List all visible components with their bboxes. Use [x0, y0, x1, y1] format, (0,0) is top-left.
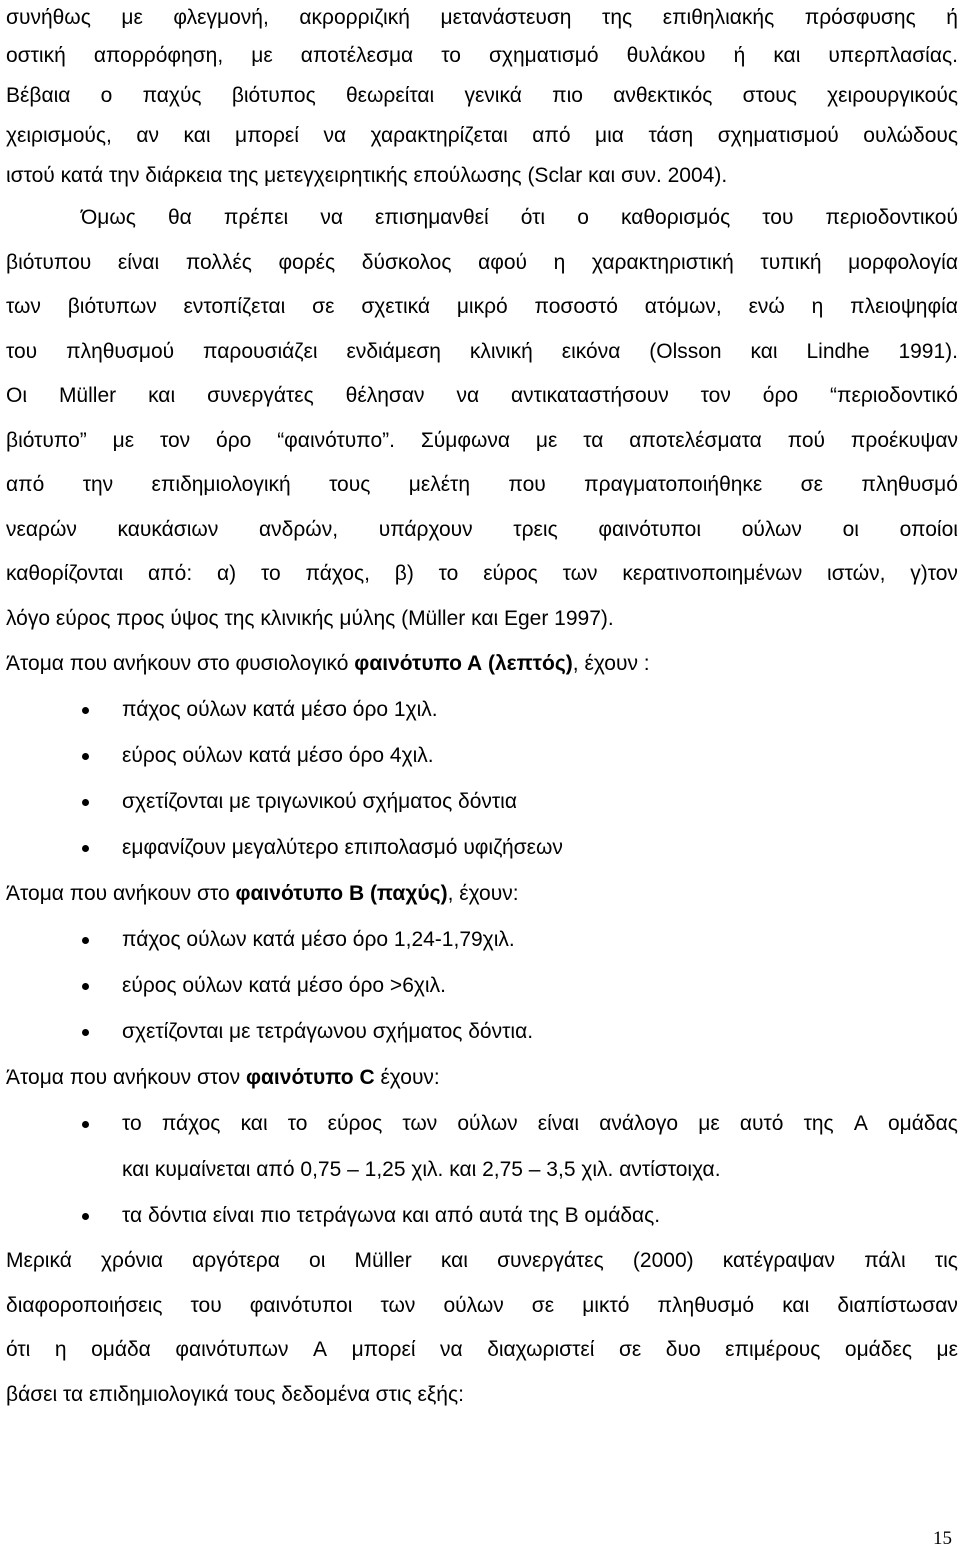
word: κλινική — [469, 339, 533, 363]
word: επιδημιολογική — [151, 473, 291, 496]
word: των — [6, 295, 41, 318]
word: τους — [329, 473, 371, 496]
word: θυλάκου — [626, 44, 706, 67]
word: οι — [309, 1249, 326, 1272]
word: διαπίστωσαν — [837, 1293, 958, 1317]
word: και — [148, 384, 176, 407]
word: σε — [618, 1338, 642, 1361]
bullet-icon — [82, 937, 89, 944]
text-line — [6, 508, 958, 553]
text-line — [6, 1284, 958, 1329]
list-item — [6, 825, 958, 871]
word: ανδρών, — [259, 517, 339, 541]
word: του — [6, 339, 38, 363]
word: φαινότυπων — [175, 1338, 289, 1361]
word: μικτό — [582, 1293, 630, 1317]
word: σε — [312, 295, 335, 318]
word: ο — [577, 206, 589, 229]
word: του — [762, 206, 794, 229]
word: με — [936, 1338, 958, 1361]
word: οι — [842, 517, 859, 541]
heading-prefix: Άτομα που ανήκουν στο — [6, 882, 236, 905]
text-line — [6, 241, 958, 286]
word: (2000) — [632, 1249, 694, 1272]
list-item-text: τα δόντια είναι πιο τετράγωνα και από αυτά της Β ομάδας. — [122, 1204, 661, 1227]
word: τα — [583, 428, 604, 452]
text-span: λόγο εύρος προς ύψος της κλινικής μύλης (Müller και Eger 1997). — [6, 606, 614, 630]
paragraph-1 — [6, 0, 958, 196]
bullet-icon — [82, 983, 89, 990]
word: επισημανθεί — [375, 206, 489, 229]
word: ούλων — [457, 1112, 518, 1135]
word: στους — [742, 84, 797, 107]
text-line — [6, 196, 958, 241]
word: εύρος — [327, 1112, 383, 1135]
word: χρόνια — [101, 1249, 163, 1272]
document-page — [6, 0, 958, 1417]
word: σχηματισμού — [717, 124, 839, 147]
word: καθορισμός — [620, 206, 731, 229]
word: ενδιάμεση — [346, 339, 441, 363]
paragraph-3 — [6, 1239, 958, 1417]
list-item — [6, 779, 958, 825]
word: “φαινότυπο”. — [277, 428, 395, 452]
text-line — [6, 419, 958, 464]
word: δυο — [665, 1338, 701, 1361]
word: από — [6, 473, 45, 496]
word: καυκάσιων — [117, 517, 219, 541]
word: αποτέλεσμα — [300, 44, 414, 67]
word: διαφοροποιήσεις — [6, 1293, 163, 1317]
word: πληθυσμό — [861, 473, 958, 496]
word: αν — [136, 124, 159, 147]
word: θα — [167, 206, 192, 229]
word: οποίοι — [899, 517, 958, 541]
text-line — [6, 36, 958, 76]
word: Müller — [354, 1249, 412, 1272]
word: Müller — [58, 384, 117, 407]
word: ιστών, — [827, 562, 886, 585]
word: ότι — [520, 206, 546, 229]
word: που — [508, 473, 546, 496]
word: εντοπίζεται — [183, 295, 286, 318]
word: παρουσιάζει — [203, 339, 318, 363]
word: υπάρχουν — [378, 517, 473, 541]
list-item-text: εύρος ούλων κατά μέσο όρο >6χιλ. — [122, 974, 446, 997]
word: και — [183, 124, 211, 147]
word: τις — [934, 1249, 958, 1272]
word: πιο — [552, 84, 583, 107]
phenotype-b-section — [6, 871, 958, 1055]
word: από — [532, 124, 571, 147]
word: μια — [595, 124, 624, 147]
word: της — [803, 1112, 834, 1135]
word: όρο — [762, 384, 799, 407]
word: χειρισμούς, — [6, 124, 112, 147]
word: με — [112, 428, 135, 452]
word: του — [190, 1293, 222, 1317]
word: όρο — [216, 428, 252, 452]
word: πληθυσμό — [657, 1293, 755, 1317]
word: πληθυσμού — [66, 339, 175, 363]
word: και — [782, 1293, 810, 1317]
word: αντικαταστήσουν — [511, 384, 669, 407]
phenotype-b-label: φαινότυπο Β (παχύς) — [235, 882, 448, 905]
heading-suffix: , έχουν : — [572, 652, 650, 675]
word: ή — [733, 44, 746, 67]
list-item-text: πάχος ούλων κατά μέσο όρο 1,24-1,79χιλ. — [122, 928, 515, 951]
word: με — [121, 6, 143, 29]
word: 1991). — [898, 339, 958, 363]
word: αργότερα — [192, 1249, 280, 1272]
word: την — [82, 473, 114, 496]
word: και — [773, 44, 801, 67]
word: σχηματισμό — [488, 44, 599, 67]
word: θεωρείται — [345, 84, 435, 107]
word: ατόμων, — [644, 295, 722, 318]
word: νεαρών — [6, 517, 77, 541]
word: μορφολογία — [848, 250, 958, 274]
word: ανθεκτικός — [613, 84, 713, 107]
text-line — [6, 330, 958, 375]
page-number: 15 — [933, 1528, 952, 1549]
word: μελέτη — [408, 473, 471, 496]
word: με — [251, 44, 273, 67]
list-item — [6, 1101, 958, 1193]
heading-prefix: Άτομα που ανήκουν στον — [6, 1066, 246, 1089]
word: ενώ — [748, 295, 785, 318]
word: πρόσφυσης — [804, 6, 916, 29]
word: το — [287, 1112, 308, 1135]
word: με — [698, 1112, 720, 1135]
phenotype-a-heading — [6, 641, 958, 687]
word: περιοδοντικού — [825, 206, 958, 229]
phenotype-c-label: φαινότυπο C — [246, 1066, 375, 1089]
list-item — [6, 733, 958, 779]
text-line — [6, 374, 958, 419]
text-line — [6, 463, 958, 508]
word: Βέβαια — [6, 84, 71, 107]
word: κατέγραψαν — [722, 1249, 836, 1272]
word: Μερικά — [6, 1249, 72, 1272]
word: μικρό — [456, 295, 508, 318]
list-item-line — [122, 1101, 958, 1147]
list-item-text: πάχος ούλων κατά μέσο όρο 1χιλ. — [122, 698, 438, 721]
word: συνεργάτες — [207, 384, 314, 407]
word: ποσοστό — [534, 295, 618, 318]
word: και — [240, 1112, 268, 1135]
phenotype-c-section — [6, 1055, 958, 1239]
word: μπορεί — [351, 1338, 416, 1361]
list-item-text: σχετίζονται με τετράγωνου σχήματος δόντια. — [122, 1020, 534, 1043]
word: το — [260, 562, 281, 585]
word: εικόνα — [561, 339, 621, 363]
word: ούλων — [741, 517, 802, 541]
word: ουλώδους — [863, 124, 958, 147]
word: βιότυπο” — [6, 428, 87, 452]
phenotype-b-heading — [6, 871, 958, 917]
word: το — [122, 1112, 142, 1135]
bullet-icon — [82, 707, 89, 714]
word: συνήθως — [6, 6, 91, 29]
word: η — [553, 250, 566, 274]
list-item-text: εμφανίζουν μεγαλύτερο επιπολασμό υφιζήσεων — [122, 836, 563, 859]
text-line — [6, 552, 958, 597]
word: Οι — [6, 384, 27, 407]
word: ανάλογο — [599, 1112, 679, 1135]
word: και — [440, 1249, 468, 1272]
text-line — [6, 0, 958, 36]
word: ότι — [6, 1338, 31, 1361]
text-line — [6, 1328, 958, 1373]
list-item — [6, 1193, 958, 1239]
word: καθορίζονται — [6, 562, 124, 585]
word: συνεργάτες — [497, 1249, 604, 1272]
word: Όμως — [81, 206, 136, 229]
paragraph-2 — [6, 196, 958, 641]
word: πλειοψηφία — [850, 295, 958, 318]
text-line — [6, 285, 958, 330]
text-span: ιστού κατά την διάρκεια της μετεγχειρητικής επούλωσης (Sclar και συν. 2004). — [6, 164, 728, 187]
word: (Olsson — [649, 339, 722, 363]
phenotype-c-list — [6, 1101, 958, 1239]
word: β) — [394, 562, 414, 585]
word: προέκυψαν — [850, 428, 958, 452]
word: φαινότυποι — [249, 1293, 353, 1317]
word: ομάδας — [887, 1112, 958, 1135]
word: πραγματοποιήθηκε — [584, 473, 763, 496]
word: αποτελέσματα — [629, 428, 762, 452]
word: χαρακτηρίζεται — [370, 124, 508, 147]
word: τον — [159, 428, 191, 452]
word: χαρακτηριστική — [591, 250, 734, 274]
word: βιότυπου — [6, 250, 92, 274]
word: να — [320, 206, 343, 229]
word: τρεις — [513, 517, 558, 541]
word: χειρουργικούς — [827, 84, 958, 107]
list-item-text: εύρος ούλων κατά μέσο όρο 4χιλ. — [122, 744, 434, 767]
word: ούλων — [443, 1293, 504, 1317]
word: βιότυπων — [67, 295, 157, 318]
word: αφού — [478, 250, 527, 274]
word: υπερπλασίας. — [828, 44, 958, 67]
word: να — [323, 124, 347, 147]
word: φαινότυποι — [598, 517, 701, 541]
word: των — [562, 562, 598, 585]
word: πάχος, — [305, 562, 370, 585]
word: είναι — [537, 1112, 580, 1135]
list-item — [6, 1009, 958, 1055]
word: γ)τον — [910, 562, 958, 585]
word: ο — [100, 84, 113, 107]
word: δύσκολος — [361, 250, 452, 274]
list-item — [6, 917, 958, 963]
word: διαχωριστεί — [487, 1338, 595, 1361]
text-line — [6, 1239, 958, 1284]
text-line — [6, 116, 958, 156]
word: “περιοδοντικό — [830, 384, 958, 407]
word: επιθηλιακής — [662, 6, 775, 29]
word: πού — [787, 428, 826, 452]
text-span: βάσει τα επιδημιολογικά τους δεδομένα στις εξής: — [6, 1382, 464, 1406]
word: βιότυπος — [231, 84, 316, 107]
bullet-icon — [82, 799, 89, 806]
word: και — [750, 339, 778, 363]
word: των — [402, 1112, 438, 1135]
word: των — [380, 1293, 416, 1317]
word: της — [602, 6, 633, 29]
word: με — [535, 428, 558, 452]
phenotype-a-section — [6, 641, 958, 871]
word: από: — [148, 562, 193, 585]
word: εύρος — [483, 562, 538, 585]
word: μετανάστευση — [440, 6, 572, 29]
word: επιμέρους — [725, 1338, 821, 1361]
text-line — [6, 76, 958, 116]
word: η — [811, 295, 824, 318]
word: σε — [800, 473, 823, 496]
word: πάχος — [161, 1112, 221, 1135]
word: Σύμφωνα — [420, 428, 511, 452]
word: το — [438, 562, 459, 585]
word: πάλι — [864, 1249, 906, 1272]
list-item-line — [122, 1147, 958, 1193]
heading-suffix: , έχουν: — [447, 882, 519, 905]
word: Lindhe — [806, 339, 870, 363]
bullet-icon — [82, 1121, 89, 1128]
text-line-last — [6, 156, 958, 196]
word: να — [456, 384, 480, 407]
word: ομάδα — [91, 1338, 151, 1361]
bullet-icon — [82, 845, 89, 852]
word: αυτό — [739, 1112, 784, 1135]
word: να — [440, 1338, 463, 1361]
phenotype-a-list — [6, 687, 958, 871]
word: θέλησαν — [345, 384, 425, 407]
word: απορρόφηση, — [93, 44, 224, 67]
bullet-icon — [82, 1029, 89, 1036]
list-item — [6, 963, 958, 1009]
list-item-text: και κυμαίνεται από 0,75 – 1,25 χιλ. και 2,75 – 3,5 χιλ. αντίστοιχα. — [122, 1158, 721, 1181]
word: σε — [531, 1293, 555, 1317]
word: είναι — [117, 250, 160, 274]
phenotype-c-heading — [6, 1055, 958, 1101]
word: τάση — [648, 124, 694, 147]
word: πολλές — [185, 250, 252, 274]
heading-suffix: έχουν: — [374, 1066, 440, 1089]
word: τον — [700, 384, 731, 407]
list-item-text: σχετίζονται με τριγωνικού σχήματος δόντια — [122, 790, 517, 813]
word: παχύς — [142, 84, 202, 107]
word: ακρορριζική — [299, 6, 410, 29]
text-line-last — [6, 1373, 958, 1418]
bullet-icon — [82, 1213, 89, 1220]
phenotype-a-label: φαινότυπο Α (λεπτός) — [354, 652, 573, 675]
word: ή — [946, 6, 958, 29]
word: γενικά — [464, 84, 522, 107]
word: πρέπει — [223, 206, 289, 229]
word: το — [441, 44, 461, 67]
word: οστική — [6, 44, 66, 67]
word: κερατινοποιημένων — [622, 562, 803, 585]
word: σχετικά — [361, 295, 431, 318]
word: Α — [853, 1112, 868, 1135]
bullet-icon — [82, 753, 89, 760]
word: φορές — [278, 250, 336, 274]
word: α) — [217, 562, 237, 585]
word: φλεγμονή, — [173, 6, 269, 29]
phenotype-b-list — [6, 917, 958, 1055]
list-item — [6, 687, 958, 733]
word: Α — [313, 1338, 328, 1361]
word: η — [54, 1338, 67, 1361]
word: μπορεί — [235, 124, 299, 147]
word: τυπική — [760, 250, 822, 274]
text-line-last — [6, 597, 958, 642]
word: ομάδες — [844, 1338, 912, 1361]
heading-prefix: Άτομα που ανήκουν στο φυσιολογικό — [6, 652, 355, 675]
